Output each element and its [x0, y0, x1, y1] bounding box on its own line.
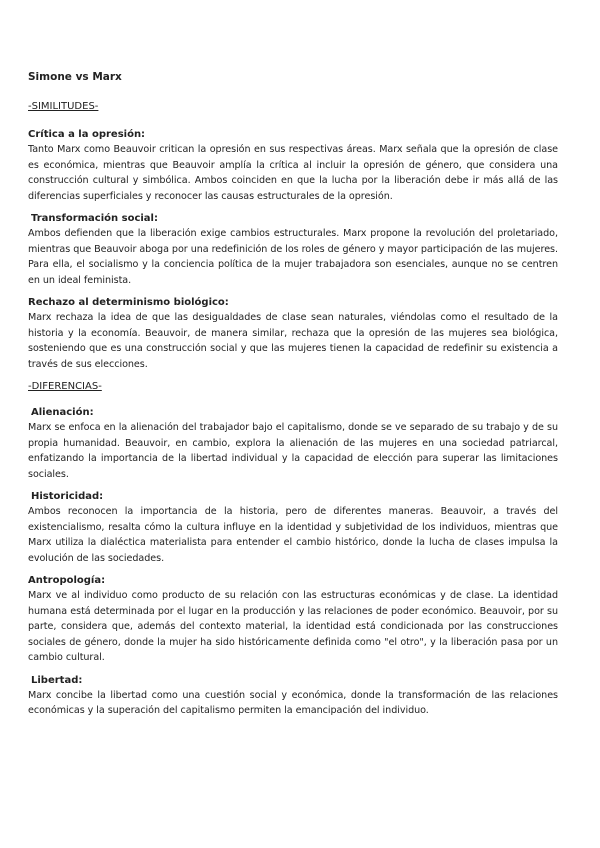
- similarity-heading: Crítica a la opresión:: [28, 129, 146, 140]
- difference-block-historicidad: [28, 490, 558, 566]
- document-page: [28, 70, 558, 727]
- difference-heading: Historicidad:: [31, 491, 104, 502]
- similarity-block-critica: [28, 128, 558, 204]
- difference-heading: Antropología:: [28, 575, 106, 586]
- similarity-heading: Transformación social:: [31, 213, 158, 224]
- similarity-text: Tanto Marx como Beauvoir critican la opresión en sus respectivas áreas. Marx señala que la opresión de clase es económica, mientras que Beauvoir amplía la crítica al incluir la opresión de género, que considera una construcción cultural y simbólica. Ambos coinciden en que la lucha por la liberación debe ir más allá de las diferencias superficiales y reconocer las causas estructurales de la opresión.: [28, 144, 558, 202]
- difference-text: Marx ve al individuo como producto de su relación con las estructuras económicas y de clase. La identidad humana está determinada por el lugar en la producción y las relaciones de poder económico. Beauvoir, por su parte, considera que, además del contexto material, la identidad está condicionada por las construcciones sociales de género, donde la mujer ha sido históricamente definida como "el otro", y la liberación pasa por un cambio cultural.: [28, 590, 558, 663]
- similarity-text: Ambos defienden que la liberación exige cambios estructurales. Marx propone la revolución del proletariado, mientras que Beauvoir aboga por una redefinición de los roles de género y mayor participación de las mujeres. Para ella, el socialismo y la conciencia política de la mujer trabajadora son esenciales, aunque no se centren en un ideal feminista.: [28, 228, 558, 286]
- difference-block-antropologia: [28, 574, 558, 666]
- difference-heading: Libertad:: [31, 674, 83, 686]
- difference-text: Ambos reconocen la importancia de la historia, pero de diferentes maneras. Beauvoir, a través del existencialismo, resalta cómo la cultura influye en la identidad y subjetividad de los individuos, mientras que Marx utiliza la dialéctica materialista para entender el cambio histórico, donde la lucha de clases impulsa la evolución de las sociedades.: [28, 506, 558, 564]
- difference-block-libertad: [28, 674, 558, 719]
- similarity-block-transformacion: [28, 212, 558, 288]
- document-title: Simone vs Marx: [28, 71, 122, 83]
- differences-header: -DIFERENCIAS-: [28, 381, 102, 392]
- difference-heading: Alienación:: [31, 407, 94, 418]
- similarities-header: -SIMILITUDES-: [28, 101, 99, 112]
- similarity-heading: Rechazo al determinismo biológico:: [28, 297, 229, 308]
- difference-text: Marx se enfoca en la alienación del trabajador bajo el capitalismo, donde se ve separado de su trabajo y de su propia humanidad. Beauvoir, en cambio, explora la alienación de las mujeres en una sociedad patriarcal, enfatizando la importancia de la libertad individual y la capacidad de elección para superar las limitaciones sociales.: [28, 422, 558, 480]
- difference-text: Marx concibe la libertad como una cuestión social y económica, donde la transformación de las relaciones económicas y la superación del capitalismo permiten la emancipación del individuo.: [28, 689, 558, 716]
- difference-block-alienacion: [28, 406, 558, 482]
- similarity-block-determinismo: [28, 296, 558, 372]
- similarity-text: Marx rechaza la idea de que las desigualdades de clase sean naturales, viéndolas como el resultado de la historia y la economía. Beauvoir, de manera similar, rechaza que la opresión de las mujeres sea biológica, sosteniendo que es una construcción social y que las mujeres tienen la capacidad de redefinir su existencia a través de sus elecciones.: [28, 312, 558, 370]
